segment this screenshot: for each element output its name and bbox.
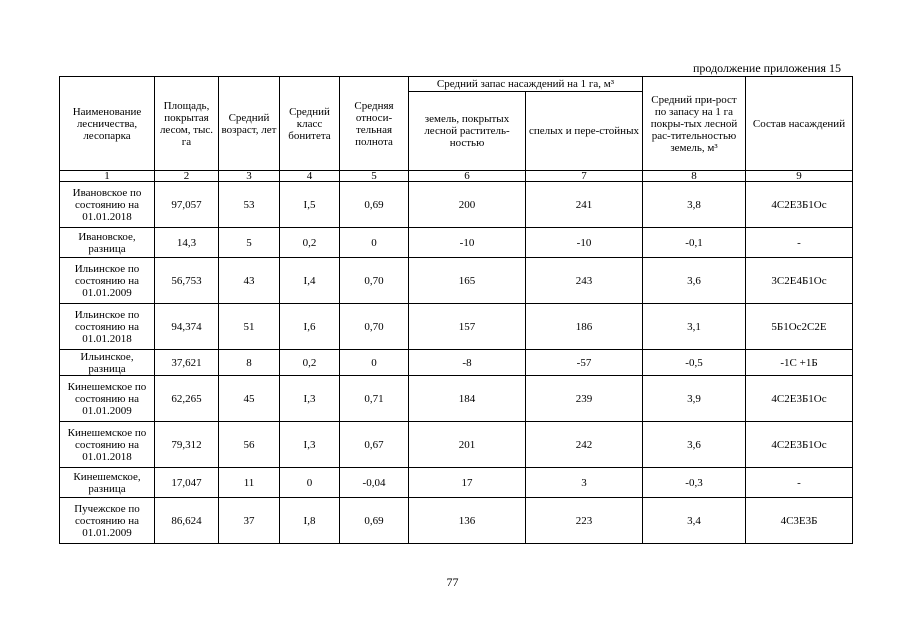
cell-mature: 3 — [526, 468, 643, 498]
cell-growth: 3,1 — [643, 304, 746, 350]
cell-bonitet: I,3 — [280, 422, 340, 468]
header-density: Средняя относи-тельная полнота — [340, 77, 409, 171]
table-row — [60, 422, 853, 468]
cell-stock: 200 — [409, 182, 526, 228]
header-stock-mature: спелых и пере-стойных — [526, 92, 643, 171]
header-age: Средний возраст, лет — [219, 77, 280, 171]
cell-composition: 4С2Е3Б1Ос — [746, 182, 853, 228]
column-number: 3 — [219, 171, 280, 182]
table-row — [60, 468, 853, 498]
cell-growth: 3,6 — [643, 258, 746, 304]
cell-density: 0 — [340, 350, 409, 376]
cell-mature: 242 — [526, 422, 643, 468]
table-row — [60, 258, 853, 304]
cell-composition: 4С3Е3Б — [746, 498, 853, 544]
cell-composition: - — [746, 468, 853, 498]
cell-growth: -0,1 — [643, 228, 746, 258]
cell-name: Ильинское по состоянию на 01.01.2018 — [60, 304, 155, 350]
cell-age: 5 — [219, 228, 280, 258]
cell-age: 43 — [219, 258, 280, 304]
column-number: 5 — [340, 171, 409, 182]
cell-age: 53 — [219, 182, 280, 228]
cell-density: 0,70 — [340, 304, 409, 350]
cell-density: -0,04 — [340, 468, 409, 498]
table-row — [60, 350, 853, 376]
cell-density: 0,69 — [340, 498, 409, 544]
cell-area: 62,265 — [155, 376, 219, 422]
cell-growth: -0,3 — [643, 468, 746, 498]
table-row — [60, 376, 853, 422]
cell-bonitet: I,4 — [280, 258, 340, 304]
cell-area: 86,624 — [155, 498, 219, 544]
cell-density: 0 — [340, 228, 409, 258]
cell-bonitet: 0,2 — [280, 350, 340, 376]
table-caption: продолжение приложения 15 — [693, 61, 841, 75]
cell-age: 8 — [219, 350, 280, 376]
table-row — [60, 182, 853, 228]
header-growth: Средний при-рост по запасу на 1 га покры-тых лесной рас-тительностью земель, м³ — [643, 77, 746, 171]
forest-data-table — [59, 76, 853, 544]
column-number: 7 — [526, 171, 643, 182]
cell-composition: -1С +1Б — [746, 350, 853, 376]
cell-density: 0,70 — [340, 258, 409, 304]
cell-age: 37 — [219, 498, 280, 544]
header-name: Наименование лесничества, лесопарка — [60, 77, 155, 171]
cell-growth: 3,8 — [643, 182, 746, 228]
column-number: 9 — [746, 171, 853, 182]
cell-stock: 184 — [409, 376, 526, 422]
cell-bonitet: I,6 — [280, 304, 340, 350]
cell-name: Ильинское, разница — [60, 350, 155, 376]
cell-density: 0,71 — [340, 376, 409, 422]
header-bonitet: Средний класс бонитета — [280, 77, 340, 171]
cell-area: 17,047 — [155, 468, 219, 498]
cell-age: 56 — [219, 422, 280, 468]
cell-mature: 186 — [526, 304, 643, 350]
cell-area: 56,753 — [155, 258, 219, 304]
cell-area: 14,3 — [155, 228, 219, 258]
cell-bonitet: I,5 — [280, 182, 340, 228]
cell-mature: 239 — [526, 376, 643, 422]
cell-age: 11 — [219, 468, 280, 498]
cell-density: 0,69 — [340, 182, 409, 228]
cell-stock: 157 — [409, 304, 526, 350]
cell-mature: -57 — [526, 350, 643, 376]
cell-growth: -0,5 — [643, 350, 746, 376]
cell-stock: 165 — [409, 258, 526, 304]
cell-density: 0,67 — [340, 422, 409, 468]
cell-age: 51 — [219, 304, 280, 350]
cell-name: Ивановское по состоянию на 01.01.2018 — [60, 182, 155, 228]
header-stock-covered: земель, покрытых лесной раститель-ностью — [409, 92, 526, 171]
cell-age: 45 — [219, 376, 280, 422]
column-number: 4 — [280, 171, 340, 182]
cell-composition: 5Б1Ос2С2Е — [746, 304, 853, 350]
cell-name: Ильинское по состоянию на 01.01.2009 — [60, 258, 155, 304]
cell-growth: 3,4 — [643, 498, 746, 544]
cell-name: Кинешемское по состоянию на 01.01.2009 — [60, 376, 155, 422]
header-stock-group: Средний запас насаждений на 1 га, м³ — [409, 77, 643, 92]
cell-bonitet: I,8 — [280, 498, 340, 544]
cell-stock: 201 — [409, 422, 526, 468]
cell-stock: 17 — [409, 468, 526, 498]
cell-growth: 3,6 — [643, 422, 746, 468]
cell-area: 79,312 — [155, 422, 219, 468]
header-area: Площадь, покрытая лесом, тыс. га — [155, 77, 219, 171]
header-composition: Состав насаждений — [746, 77, 853, 171]
column-number: 1 — [60, 171, 155, 182]
column-number: 8 — [643, 171, 746, 182]
cell-bonitet: I,3 — [280, 376, 340, 422]
cell-composition: 4С2Е3Б1Ос — [746, 376, 853, 422]
cell-area: 94,374 — [155, 304, 219, 350]
cell-area: 37,621 — [155, 350, 219, 376]
cell-bonitet: 0,2 — [280, 228, 340, 258]
cell-name: Пучежское по состоянию на 01.01.2009 — [60, 498, 155, 544]
cell-bonitet: 0 — [280, 468, 340, 498]
cell-mature: 241 — [526, 182, 643, 228]
cell-name: Кинешемское по состоянию на 01.01.2018 — [60, 422, 155, 468]
table-row — [60, 228, 853, 258]
table-row — [60, 304, 853, 350]
cell-name: Ивановское, разница — [60, 228, 155, 258]
cell-stock: -8 — [409, 350, 526, 376]
cell-composition: 3С2Е4Б1Ос — [746, 258, 853, 304]
table-row — [60, 498, 853, 544]
cell-mature: -10 — [526, 228, 643, 258]
cell-mature: 223 — [526, 498, 643, 544]
cell-composition: 4С2Е3Б1Ос — [746, 422, 853, 468]
cell-area: 97,057 — [155, 182, 219, 228]
column-number: 2 — [155, 171, 219, 182]
cell-name: Кинешемское, разница — [60, 468, 155, 498]
cell-mature: 243 — [526, 258, 643, 304]
cell-stock: 136 — [409, 498, 526, 544]
page-number: 77 — [446, 575, 459, 589]
cell-stock: -10 — [409, 228, 526, 258]
cell-composition: - — [746, 228, 853, 258]
column-number: 6 — [409, 171, 526, 182]
cell-growth: 3,9 — [643, 376, 746, 422]
